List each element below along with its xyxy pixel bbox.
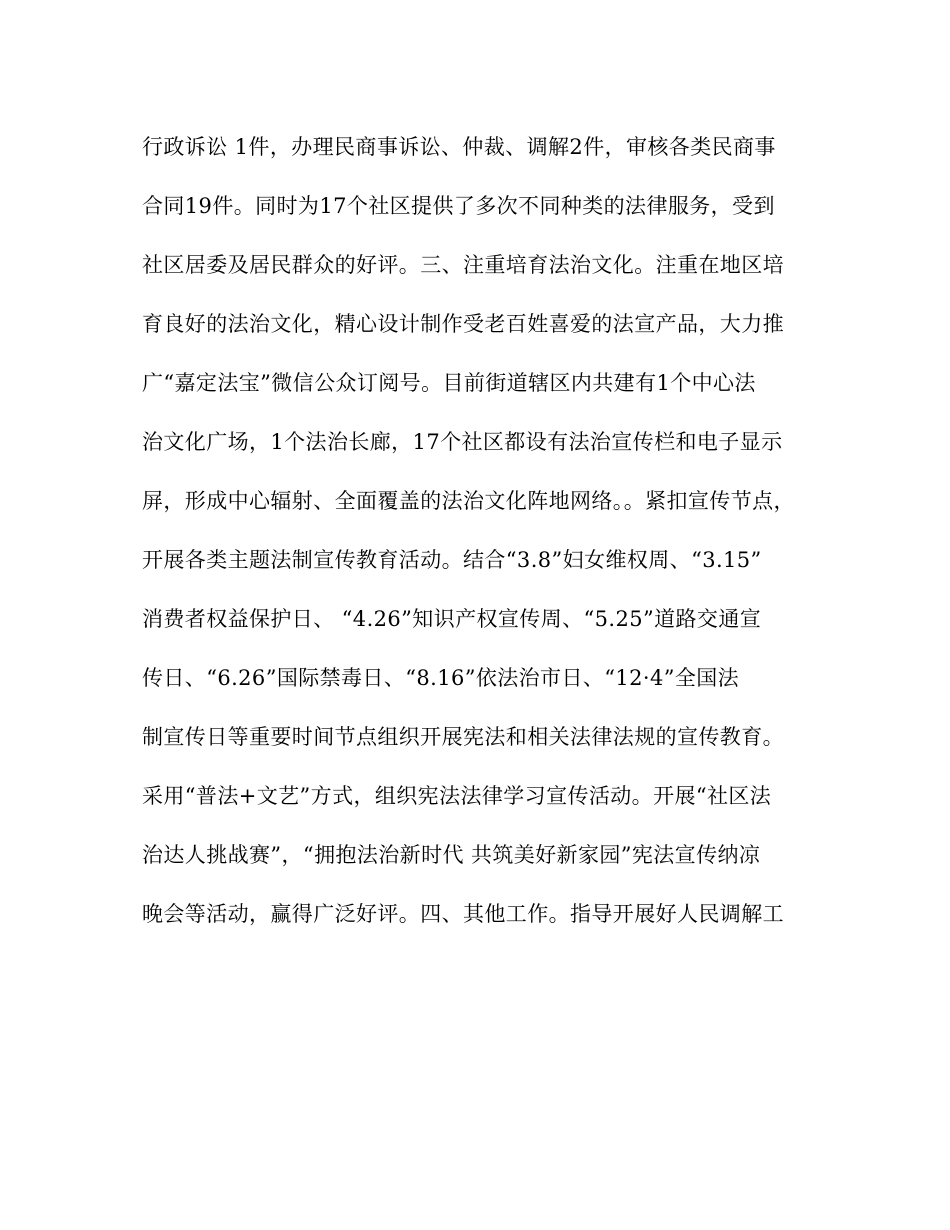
text-line: 制宣传日等重要时间节点组织开展宪法和相关法律法规的宣传教育。	[142, 725, 784, 749]
text-line: 合同19件。同时为17个社区提供了多次不同种类的法律服务，受到	[142, 194, 775, 218]
text-line: 育良好的法治文化，精心设计制作受老百姓喜爱的法宣产品，大力推	[142, 312, 784, 336]
text-line: 行政诉讼 1件，办理民商事诉讼、仲裁、调解2件，审核各类民商事	[142, 135, 776, 159]
text-line: 屏，形成中心辐射、全面覆盖的法治文化阵地网络。。紧扣宣传节点，	[142, 489, 795, 513]
text-line: 传日、“6.26”国际禁毒日、“8.16”依法治市日、“12·4”全国法	[142, 666, 740, 690]
text-line: 采用“普法+文艺”方式，组织宪法法律学习宣传活动。开展“社区法	[142, 784, 772, 808]
text-line: 晚会等活动，赢得广泛好评。四、其他工作。指导开展好人民调解工	[142, 902, 784, 926]
text-line: 消费者权益保护日、 “4.26”知识产权宣传周、“5.25”道路交通宣	[142, 607, 762, 631]
text-line: 开展各类主题法制宣传教育活动。结合“3.8”妇女维权周、“3.15”	[142, 548, 762, 572]
body-text	[142, 118, 812, 944]
text-line: 治文化广场，1个法治长廊，17个社区都设有法治宣传栏和电子显示	[142, 430, 783, 454]
text-line: 治达人挑战赛”，“拥抱法治新时代 共筑美好新家园”宪法宣传纳凉	[142, 843, 761, 867]
text-line: 社区居委及居民群众的好评。三、注重培育法治文化。注重在地区培	[142, 253, 784, 277]
text-line: 广“嘉定法宝”微信公众订阅号。目前街道辖区内共建有1个中心法	[142, 371, 756, 395]
